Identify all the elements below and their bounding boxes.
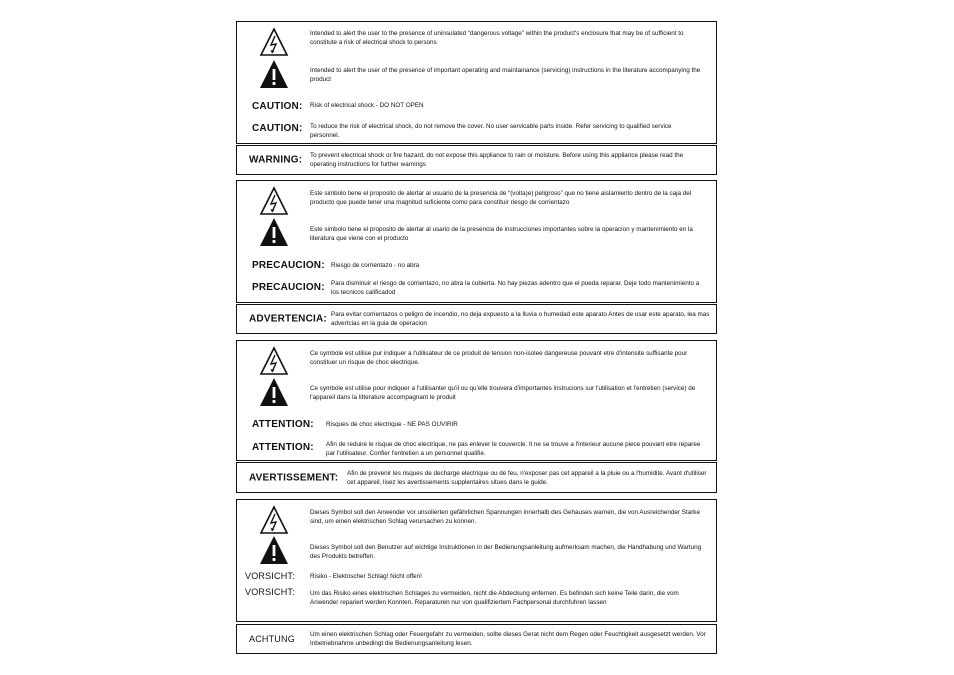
exclamation-triangle-icon xyxy=(259,217,289,247)
warning-label: WARNING: xyxy=(249,154,303,166)
lightning-triangle-icon xyxy=(259,346,289,376)
caution-label-2: CAUTION: xyxy=(252,123,303,134)
caution-label-1: VORSICHT: xyxy=(245,571,295,581)
attention-text: Dieses Symbol soll den Benutzer auf wichtige Instruktionen in der Bedienungsanleitung aufmerksam machen, die Handhabung und Wartung des Produkts betreffen. xyxy=(310,544,702,560)
lightning-triangle-icon xyxy=(259,186,289,216)
caution-label-1: PRECAUCION: xyxy=(252,260,325,271)
exclamation-triangle-icon xyxy=(259,377,289,407)
lightning-triangle-icon xyxy=(259,27,289,57)
shock-warning-text: Ce symbole est utilise pur indiquer a l'utilisateur de ce produit de tension non-isolee dangereuse pouvant etre d'intensite suffisante pour constituer un risque de choc electrique. xyxy=(310,350,688,366)
warning-label: ADVERTENCIA: xyxy=(249,313,327,325)
shock-warning-text: Dieses Symbol soll den Anwender vor unsolierten gefährlichen Spannungen innerhalb des Gehauses warnen, die von Ausreichender Starke sind, um einen elektrischen Schlag verursachen zu konnen. xyxy=(310,509,700,525)
caution-label-1: ATTENTION: xyxy=(252,419,314,430)
warning-text: Um einen elektrischen Schlag oder Feuergefahr zu vermeiden, sollte dieses Gerat nicht dem Regen oder Feuchtigkeit ausgesetzt werden. Vor Inbetriebnahme unbedingt die Bedienungsanleitung lesen. xyxy=(310,631,706,647)
warning-text: Para evitar corrientazos o peligro de incendio, no deja expuesto a la lluvia o humedad este aparato Antes de usar este aparato, lea mas advertcias en la guia de operacion xyxy=(331,311,710,327)
caution-label-2: ATTENTION: xyxy=(252,442,314,453)
caution-text-2: Um das Risiko eines elektrischen Schlages zu vermeiden, nicht die Abdeckung enfernen. Es befinden sich keine Teile darin, die vom Anwender repariert werden Konnten. Reparaturen nur von qualifiziertem Fachpersonal durchfuhren lassen xyxy=(310,590,679,606)
shock-warning-text: Este simbolo tiene el proposito de alertar al usuario de la presencia de “(volta)e) peligroso” que no tiene aislamiento dentro de la caja del producto que puede tener una magnitud suficiente como para constituir riesgo de corrientazo xyxy=(310,190,692,206)
caution-text-2: To reduce the risk of electrical shock, do not remove the cover. No user servicable parts inside. Refer servicing to qualified service personnel. xyxy=(310,123,672,139)
french-safety-box xyxy=(236,340,717,461)
shock-warning-text: Intended to alert the user to the presence of uninsulated “dangerous voltage” within the product's enclosure that may be of sufficient to constitute a risk of electrical shock to persons xyxy=(310,30,684,46)
caution-text-2: Afin de reduire le risque de choc electrique, ne pas enlever le couvercle. Il ne se trouve a l'interieur aucune piece pouvant etre reparee par l'utilisateur. Confier l'entretien a un personnel qualifie. xyxy=(326,441,701,457)
lightning-triangle-icon xyxy=(259,505,289,535)
warning-text: Afin de prevenir les risques de decharge electrique ou de feu, n'exposer pas cet appareil a la pluie ou a l'humidite. Avant d'utiliser cet appareil, lisez les avertissements supplentaires situes dans le guide. xyxy=(347,469,707,486)
attention-text: Intended to alert the user of the presence of important operating and maintainance (servicing) instructions in the literature accompanying the product xyxy=(310,67,701,83)
french-warning-band xyxy=(236,462,717,493)
caution-label-1: CAUTION: xyxy=(252,101,303,112)
warning-label: AVERTISSEMENT: xyxy=(249,472,339,483)
german-warning-band xyxy=(236,624,717,654)
spanish-safety-box xyxy=(236,180,717,303)
caution-text-1: Risiko - Elektrischer Schlag! Nicht offen! xyxy=(310,573,422,580)
caution-text-1: Risques de choc electrique - NE PAS OUVIRIR xyxy=(326,421,458,428)
warning-label: ACHTUNG xyxy=(249,634,295,644)
caution-text-2: Para disminuir el riesgo de corrientazo, no abra la cubierta. No hay piezas adentro que el pueda reparar. Deje todo mantenimiento a los tecnicos calificadod xyxy=(331,280,700,296)
caution-text-1: Risk of electrical shock - DO NOT OPEN xyxy=(310,102,424,109)
exclamation-triangle-icon xyxy=(259,59,289,89)
exclamation-triangle-icon xyxy=(259,535,289,565)
attention-text: Ce symbole est utilise pour indiquer a l'utilisanter qu'il ou qu'elle trouvera d'importantes instrucions sur l'utilisation et l'entretien (service) de l'appareil dans la litterature accompagnant le produit xyxy=(310,385,696,401)
english-safety-box xyxy=(236,21,717,144)
caution-label-2: PRECAUCION: xyxy=(252,282,325,293)
caution-label-2: VORSICHT: xyxy=(245,587,295,597)
spanish-warning-band xyxy=(236,304,717,334)
attention-text: Este simbolo tiene el proposito de alertar al usario de la presencia de instrucciones importantes sobre la operacion y mantenimiento en la literatura que viene con el producto xyxy=(310,226,693,242)
english-warning-band xyxy=(236,145,717,175)
caution-text-1: Riesgo de corrientazo - no abra xyxy=(331,262,420,269)
german-safety-box xyxy=(236,499,717,622)
warning-text: To prevent electrical shock or fire hazard, do not expose this appliance to rain or moisture. Before using this appliance please read the operating instructions for further warnings xyxy=(310,152,684,168)
